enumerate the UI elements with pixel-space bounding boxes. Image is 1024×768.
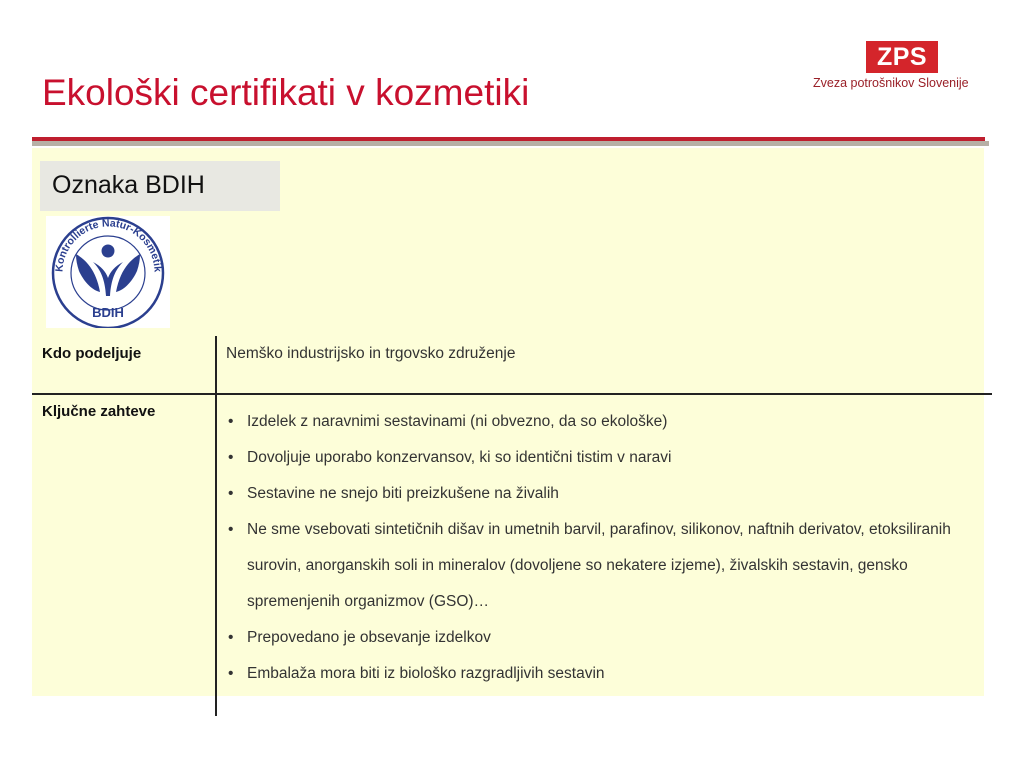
row-label-key-requirements: Ključne zahteve: [42, 403, 156, 420]
list-item: • Izdelek z naravnimi sestavinami (ni obvezno, da so ekološke): [226, 404, 984, 440]
bdih-logo: [46, 216, 170, 328]
bdih-ring-text: Kontrollierte Natur-Kosmetik: [53, 217, 164, 273]
table-row-divider: [32, 393, 992, 395]
zps-logo: ZPS: [866, 41, 938, 73]
bdih-logo-graphic: [46, 216, 170, 328]
list-item: • Sestavine ne snejo biti preizkušene na živalih: [226, 476, 984, 512]
bdih-center-text: BDIH: [92, 305, 124, 320]
row-label-awarded-by: Kdo podeljuje: [42, 345, 142, 362]
row-value-awarded-by: Nemško industrijsko in trgovsko združenje: [226, 345, 516, 362]
bdih-figure-icon: [76, 245, 140, 297]
title-rule: [32, 137, 985, 141]
section-label: Oznaka BDIH: [52, 171, 205, 199]
list-item: • Embalaža mora biti iz biološko razgradljivih sestavin: [226, 656, 984, 692]
list-item: • Ne sme vsebovati sintetičnih dišav in umetnih barvil, parafinov, silikonov, naftnih derivatov, etoksiliranih surovin, anorganskih soli in mineralov (dovoljene so nekatere izjeme), živalskih sestavin, gensko spremenjenih organizmov (GSO)…: [226, 512, 984, 620]
list-item: • Dovoljuje uporabo konzervansov, ki so identični tistim v naravi: [226, 440, 984, 476]
requirements-list: [226, 404, 984, 692]
slide-title: Ekološki certifikati v kozmetiki: [42, 72, 530, 113]
zps-logo-subtitle: Zveza potrošnikov Slovenije: [813, 76, 969, 90]
list-item: • Prepovedano je obsevanje izdelkov: [226, 620, 984, 656]
title-rule-shadow: [32, 141, 989, 146]
